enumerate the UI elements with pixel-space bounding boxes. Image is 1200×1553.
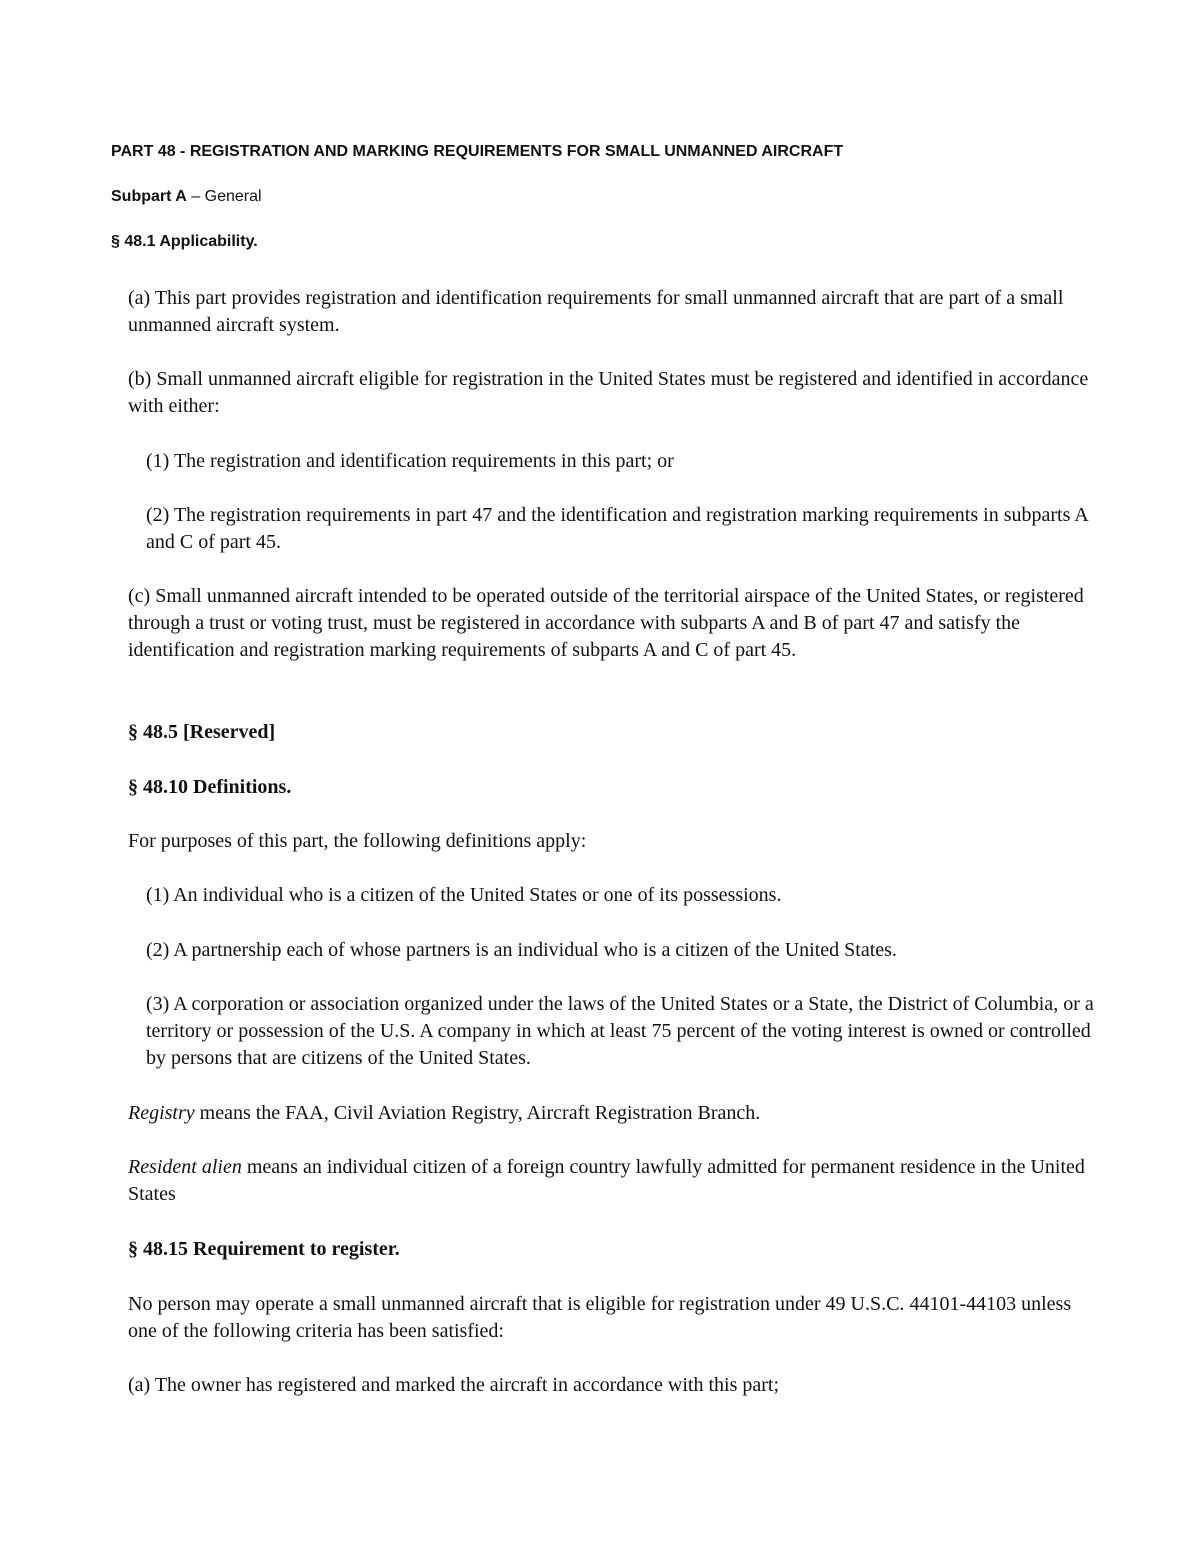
resident-alien-definition: means an individual citizen of a foreign country lawfully admitted for permanent residence in the United States bbox=[128, 1156, 1085, 1205]
definition-item-1: (1) An individual who is a citizen of the United States or one of its possessions. bbox=[146, 884, 782, 906]
definition-item-3: (3) A corporation or association organized under the laws of the United States or a State, the District of Columbia, or a territory or possession of the U.S. A company in which at least 75 percent of the voting interest is owned or controlled by persons that are citizens of the United States. bbox=[146, 993, 1094, 1069]
registry-definition: means the FAA, Civil Aviation Registry, Aircraft Registration Branch. bbox=[194, 1102, 761, 1124]
section-48-1-heading: § 48.1 Applicability. bbox=[111, 233, 258, 250]
definition-item-2: (2) A partnership each of whose partners is an individual who is a citizen of the United States. bbox=[146, 939, 897, 961]
section-48-10-intro: For purposes of this part, the following definitions apply: bbox=[128, 830, 587, 852]
section-48-5-heading: § 48.5 [Reserved] bbox=[128, 721, 276, 743]
section-48-1-paragraph-b2: (2) The registration requirements in part 47 and the identification and registration marking requirements in subparts A and C of part 45. bbox=[146, 504, 1088, 553]
subpart-title bbox=[111, 188, 262, 206]
subpart-separator: – bbox=[186, 188, 205, 205]
section-48-10-heading: § 48.10 Definitions. bbox=[128, 776, 292, 798]
definition-resident-alien bbox=[128, 1154, 1098, 1208]
section-48-1-paragraph-b: (b) Small unmanned aircraft eligible for registration in the United States must be registered and identified in accordance with either: bbox=[128, 368, 1089, 417]
definition-registry bbox=[128, 1100, 1098, 1127]
section-48-1-paragraph-a: (a) This part provides registration and identification requirements for small unmanned aircraft that are part of a small unmanned aircraft system. bbox=[128, 287, 1064, 336]
registry-term: Registry bbox=[128, 1102, 195, 1124]
section-48-1-paragraph-c: (c) Small unmanned aircraft intended to be operated outside of the territorial airspace of the United States, or registered through a trust or voting trust, must be registered in accordance with subparts A and B of part 47 and satisfy the identification and registration marking requirements of subparts A and C of part 45. bbox=[128, 585, 1084, 661]
subpart-label: Subpart A bbox=[111, 188, 187, 205]
resident-alien-term: Resident alien bbox=[128, 1156, 242, 1178]
section-48-1-paragraph-b1: (1) The registration and identification requirements in this part; or bbox=[146, 450, 674, 472]
subpart-name: General bbox=[204, 188, 262, 205]
section-48-15-heading: § 48.15 Requirement to register. bbox=[128, 1238, 400, 1260]
section-48-15-intro: No person may operate a small unmanned aircraft that is eligible for registration under 49 U.S.C. 44101-44103 unless one of the following criteria has been satisfied: bbox=[128, 1293, 1072, 1342]
part-title: PART 48 - REGISTRATION AND MARKING REQUIREMENTS FOR SMALL UNMANNED AIRCRAFT bbox=[111, 143, 844, 160]
section-48-15-paragraph-a: (a) The owner has registered and marked the aircraft in accordance with this part; bbox=[128, 1374, 780, 1396]
